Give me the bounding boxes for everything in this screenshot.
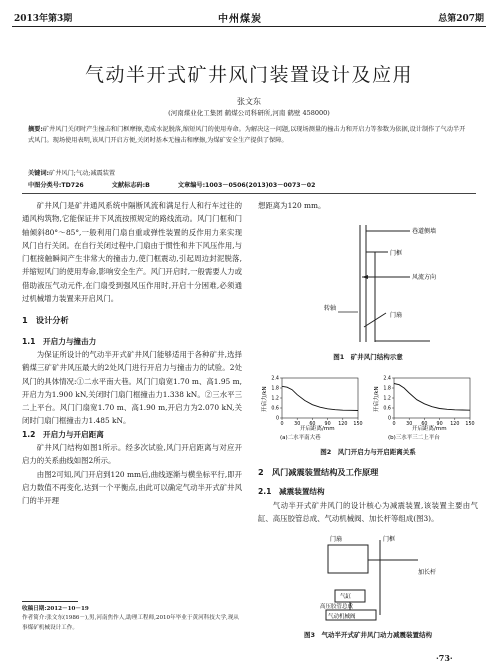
x-tick-label: 30 xyxy=(406,422,413,427)
fig2a-xlabel: 开启距离/mm xyxy=(300,426,335,432)
subsection-1-2-heading: 1.2 开启力与开启距离 xyxy=(22,429,104,439)
x-tick-label: 60 xyxy=(421,422,428,427)
x-tick-label: 90 xyxy=(436,422,443,427)
footnote xyxy=(22,605,242,633)
y-tick-label: 1.2 xyxy=(383,396,391,402)
right-column-continuation: 想距离为120 mm。 xyxy=(258,201,326,210)
article-number: 文章编号:1003－0506(2013)03－0073－02 xyxy=(177,182,316,189)
fig1-label-wall: 巷道侧墙 xyxy=(412,228,437,235)
figure-3-caption: 图3 气动半开式矿井风门动力减震装置结构 xyxy=(303,631,433,639)
figure-2b-chart xyxy=(372,370,480,442)
subsection-1-1-heading: 1.1 开启力与撞击力 xyxy=(22,336,97,346)
figure-1-door-structure xyxy=(300,217,450,347)
figure-2-caption: 图2 风门开启力与开启距离关系 xyxy=(320,448,416,456)
document-code: 文献标志码:B xyxy=(111,182,150,189)
y-tick-label: 0 xyxy=(275,416,279,422)
fig1-arrow-head xyxy=(362,275,368,279)
fig2b-xlabel: 开启距离/mm xyxy=(412,426,447,432)
y-tick-label: 1.8 xyxy=(383,386,391,392)
y-tick-label: 2.4 xyxy=(271,376,279,382)
affiliation: (河南煤业化工集团 鹤煤公司科研所,河南 鹤壁 458000) xyxy=(168,109,330,117)
left-column xyxy=(22,199,242,508)
x-tick-label: 60 xyxy=(309,422,316,427)
fig3-door xyxy=(328,545,368,573)
series-line xyxy=(394,384,470,411)
fig1-label-axis: 转轴 xyxy=(324,305,337,312)
page-number: ·73· xyxy=(436,653,453,663)
fig1-label-wind: 风流方向 xyxy=(412,274,437,281)
author: 张文东 xyxy=(237,97,261,106)
subsection-1-1-text: 为保证所设计的气动半开式矿井风门能够适用于各种矿井,选择鹤煤三矿矿井风压最大的2处风门进行开启力与撞击力的试验。2处风门的具体情况:①二水平南大巷。风门门扇宽1.70 m、高1.95 m,开启力为1.900 kN,关闭时门扇门框撞击力1.338 kN。②三水平三二上平台。风门门扇宽1.70 m、高1.90 m,开启力为2.070 kN,关闭时门扇门框撞击力1.485 kN。 xyxy=(22,349,242,426)
x-tick-label: 150 xyxy=(465,422,475,427)
section-2-heading: 2 风门减震装置结构及工作原理 xyxy=(258,467,379,477)
x-tick-label: 30 xyxy=(294,422,301,427)
footnote-rule xyxy=(22,601,78,602)
y-tick-label: 2.4 xyxy=(383,376,391,382)
x-tick-label: 0 xyxy=(392,422,396,427)
right-column-section-2 xyxy=(258,466,478,525)
abstract xyxy=(28,125,470,146)
fig2b-ylabel: 开启力/kN xyxy=(374,386,380,412)
subsection-1-2-text-a: 矿井风门结构如图1所示。经多次试验,风门开启距离与对应开启力的关系曲线如图2所示。 xyxy=(22,443,242,466)
subsection-1-2-text-b: 由图2可知,风门开启到120 mm后,曲线逐渐与横坐标平行,即开启力数值不再变化,达到一个平衡点,由此可以确定气动半开式矿井风门的半开理 xyxy=(22,469,242,506)
classification-line xyxy=(28,180,470,189)
abstract-separator xyxy=(22,193,476,194)
x-tick-label: 120 xyxy=(450,422,460,427)
fig3-label-hose: 高压胶管总成 xyxy=(320,604,354,610)
author-bio: 作者简介:张文东(1986－),男,河南焦作人,助理工程师,2010年毕业于黄河科技大学,现从事煤矿机械设计工作。 xyxy=(22,615,240,631)
journal-header xyxy=(0,0,498,32)
keywords-text: 矿井风门;气动;减震装置 xyxy=(49,170,116,177)
fig3-label-door: 门扇 xyxy=(330,536,343,543)
intro-paragraph: 矿井风门是矿井通风系统中隔断风流和满足行人和行车过往的通风构筑物,它能保证井下风流按照规定的路线流动。风门门框和门轴倾斜80°～85°,一般利用门扇自重或弹性装置的反作用力来实现风门自行关闭。在自行关闭过程中,门扇由于惯性和井下风压作用,与门框接触瞬间产生非常大的撞击力,使门框震动,引起周边封泥脱落,并缩短风门的使用寿命,影响安全生产。风门开启时,一般需要人力或借助液压气动元件,在门扇受到强风压作用时,开启十分困难,必须通过机械增力装置来开启风门。 xyxy=(22,201,242,304)
fig1-label-frame: 门框 xyxy=(390,250,403,257)
fig1-label-door: 门扇 xyxy=(390,312,403,319)
keywords xyxy=(28,168,115,177)
fig3-label-valve: 气动机械阀 xyxy=(328,614,356,620)
figure-1-caption: 图1 矿井风门结构示意 xyxy=(333,353,403,361)
journal-name: 中州煤炭 xyxy=(218,14,262,25)
abstract-text: 矿井风门关闭时产生撞击和门框摩擦,造成水泥脱落,缩短风门的使用寿命。为解决这一问题,以现场测量的撞击力和开启力等参数为依据,设计制作了气动半开式风门。现场使用表明,该风门开启方便,关闭时基本无撞击和摩擦,为煤矿安全生产提供了保障。 xyxy=(28,126,466,144)
subsection-2-1-text: 气动半开式矿井风门的设计核心为减震装置,该装置主要由气缸、高压胶管总成、气动机械阀、加长杆等组成(图3)。 xyxy=(258,500,478,523)
fig2a-title: (a)二水平南大巷 xyxy=(280,435,321,441)
x-tick-label: 0 xyxy=(280,422,284,427)
x-tick-label: 90 xyxy=(324,422,331,427)
series-line xyxy=(282,386,358,410)
fig2b-title: (b)三水平三二上平台 xyxy=(388,435,440,441)
plot-frame xyxy=(282,378,358,418)
clc-number: 中图分类号:TD726 xyxy=(28,182,84,189)
section-1-heading: 1 设计分析 xyxy=(22,315,69,326)
issue-label: 2013年第3期 xyxy=(14,14,73,24)
y-tick-label: 0 xyxy=(387,416,391,422)
subsection-2-1-heading: 2.1 减震装置结构 xyxy=(258,487,325,497)
y-tick-label: 0.6 xyxy=(383,406,391,412)
abstract-label: 摘要: xyxy=(28,126,43,133)
y-tick-label: 1.2 xyxy=(271,396,279,402)
figure-2a-chart xyxy=(260,370,368,442)
fig3-label-rod: 加长杆 xyxy=(418,569,437,576)
figure-3-damper-structure xyxy=(290,530,450,625)
paper-title: 气动半开式矿井风门装置设计及应用 xyxy=(84,64,413,86)
fig3-label-frame: 门框 xyxy=(383,536,396,543)
total-issue-label: 总第207期 xyxy=(438,14,484,24)
keywords-label: 关键词: xyxy=(28,170,50,177)
header-rule xyxy=(12,26,486,27)
x-tick-label: 120 xyxy=(338,422,348,427)
y-tick-label: 0.6 xyxy=(271,406,279,412)
y-tick-label: 1.8 xyxy=(271,386,279,392)
plot-frame xyxy=(394,378,470,418)
received-date: 收稿日期:2012－10－19 xyxy=(22,606,89,612)
fig3-label-cylinder: 气缸 xyxy=(340,594,352,600)
x-tick-label: 150 xyxy=(353,422,363,427)
fig2a-ylabel: 开启力/kN xyxy=(262,386,268,412)
